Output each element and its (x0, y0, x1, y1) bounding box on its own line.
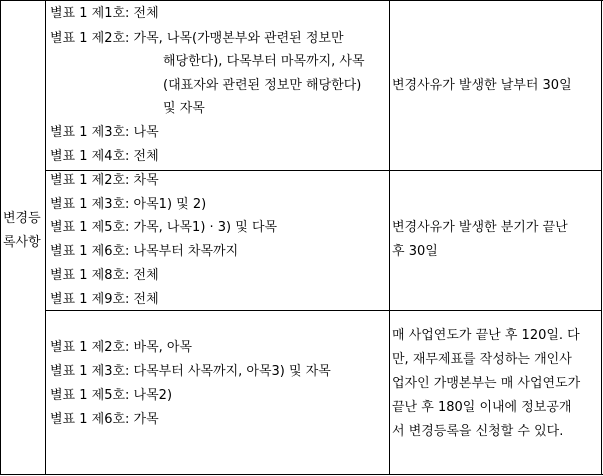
row1-deadline: 변경사유가 발생한 날부터 30일 (392, 78, 572, 93)
row-divider-1 (45, 170, 602, 171)
table-border-left (0, 0, 1, 475)
row1-item-4: 별표 1 제4호: 전체 (50, 149, 159, 164)
row2-item-2: 별표 1 제3호: 아목1) 및 2) (50, 197, 207, 212)
row3-item-2: 별표 1 제3호: 다목부터 사목까지, 아목3) 및 자목 (50, 364, 331, 379)
row2-item-1: 별표 1 제2호: 차목 (50, 173, 159, 188)
row2-deadline-line-1: 변경사유가 발생한 분기가 끝난 (392, 220, 568, 235)
row1-item-2-cont-2: (대표자와 관련된 정보만 해당한다) (163, 78, 362, 93)
row1-item-2-cont-3: 및 자목 (163, 101, 205, 116)
row3-deadline-line-2: 만, 재무제표를 작성하는 개인사 (392, 352, 572, 367)
row2-item-5: 별표 1 제8호: 전체 (50, 268, 159, 283)
category-label-line-2: 록사항 (3, 235, 41, 250)
row3-item-3: 별표 1 제5호: 나목2) (50, 388, 173, 403)
row1-item-1: 별표 1 제1호: 전체 (50, 6, 159, 21)
row3-deadline-line-1: 매 사업연도가 끝난 후 120일. 다 (392, 328, 580, 343)
row1-item-2: 별표 1 제2호: 가목, 나목(가맹본부와 관련된 정보만 (50, 31, 344, 46)
row2-item-3: 별표 1 제5호: 가목, 나목1) · 3) 및 다목 (50, 220, 278, 235)
row1-item-3: 별표 1 제3호: 나목 (50, 125, 159, 140)
row-divider-2 (45, 310, 602, 311)
category-label-line-1: 변경등 (3, 211, 41, 226)
row3-deadline-line-3: 업자인 가맹본부는 매 사업연도가 (392, 376, 581, 391)
table-border-right (601, 0, 602, 475)
table-border-bottom (0, 474, 603, 475)
row1-item-2-cont-1: 해당한다), 다목부터 마목까지, 사목 (163, 54, 365, 69)
row3-item-4: 별표 1 제6호: 가목 (50, 412, 159, 427)
row3-item-1: 별표 1 제2호: 바목, 아목 (50, 340, 193, 355)
column-divider-1 (45, 0, 46, 475)
row3-deadline-line-4: 끝난 후 180일 이내에 정보공개 (392, 400, 572, 415)
row3-deadline-line-5: 서 변경등록을 신청할 수 있다. (392, 424, 564, 439)
row2-deadline-line-2: 후 30일 (392, 244, 438, 259)
row2-item-6: 별표 1 제9호: 전체 (50, 292, 159, 307)
row2-item-4: 별표 1 제6호: 나목부터 차목까지 (50, 244, 239, 259)
table-border-top (0, 0, 603, 1)
column-divider-2 (389, 0, 390, 475)
